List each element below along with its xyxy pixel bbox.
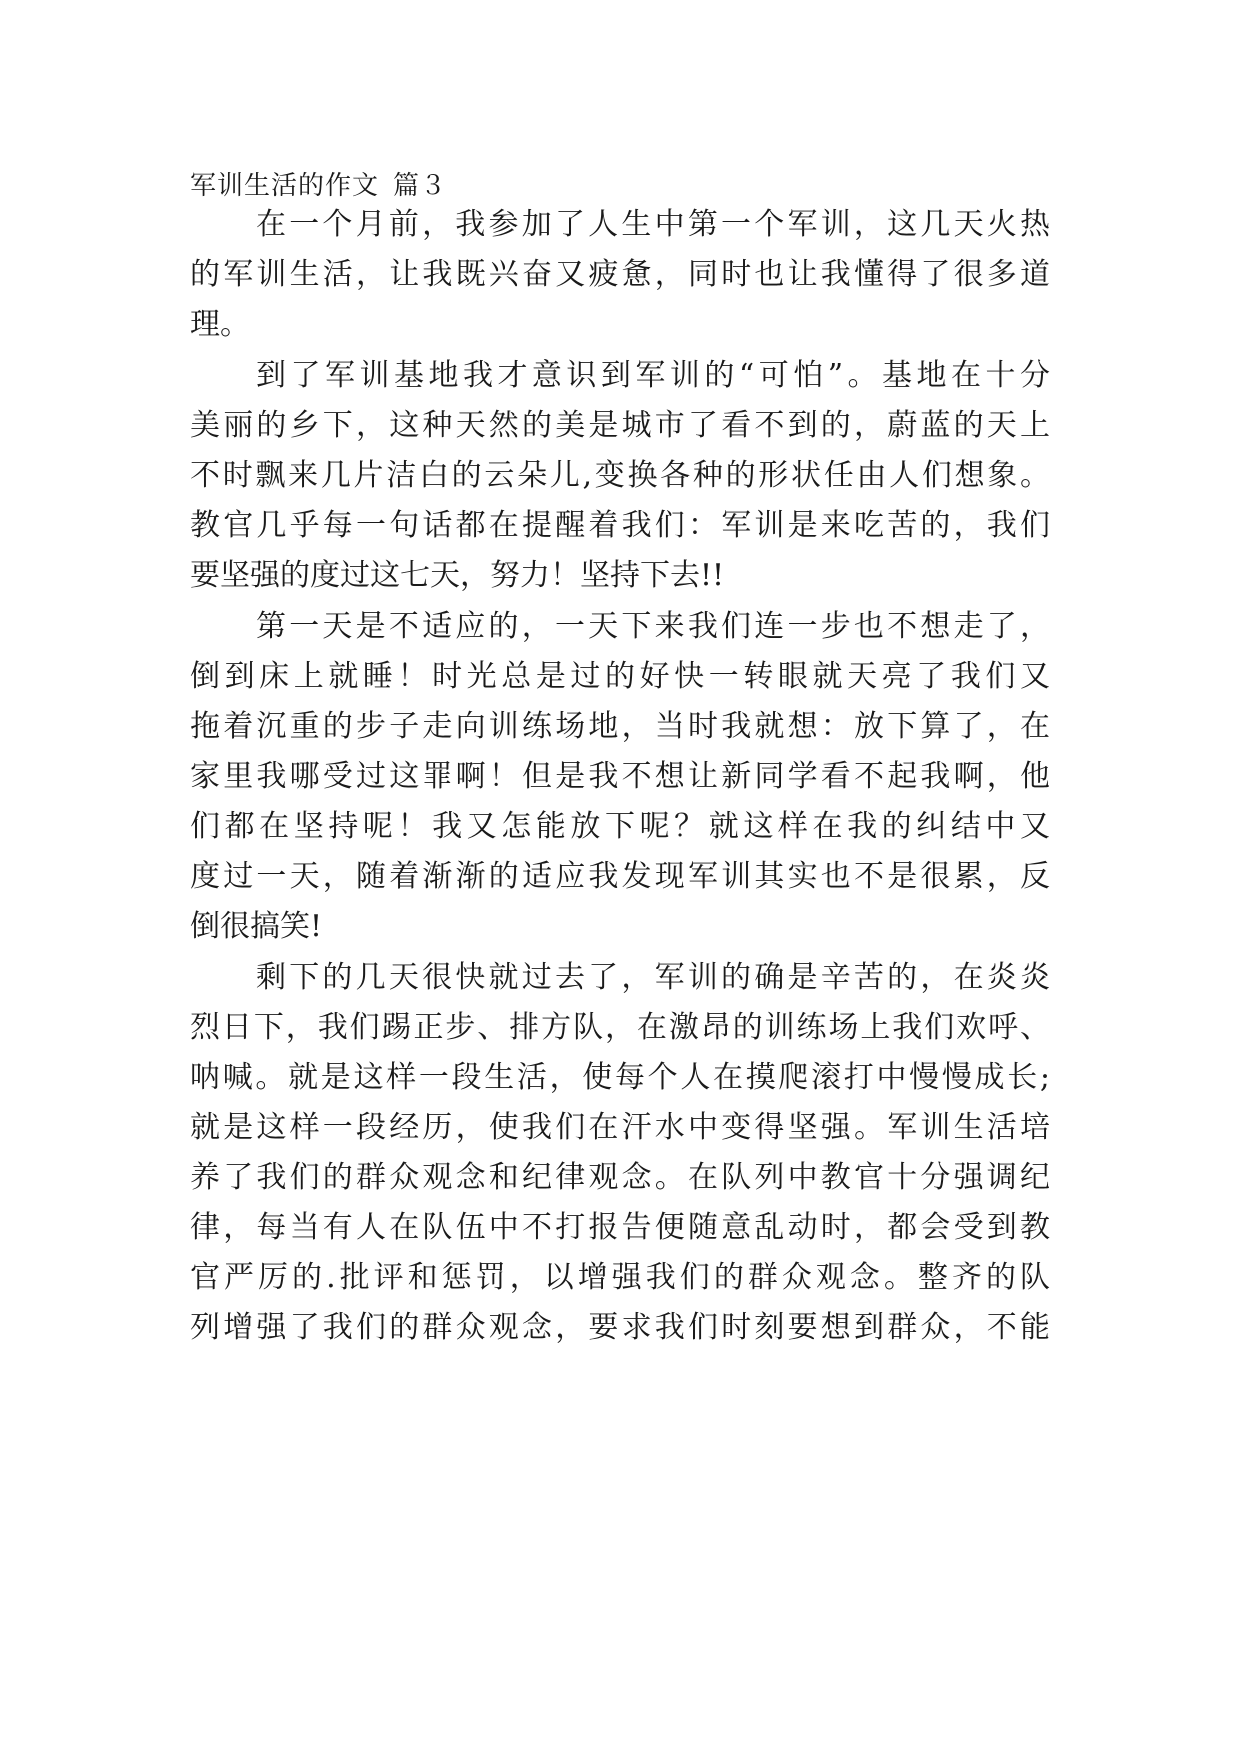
text-line: 教官几乎每一句话都在提醒着我们：军训是来吃苦的，我们 xyxy=(190,508,1050,543)
essay-title-part: 篇３ xyxy=(393,171,448,201)
text-line: 就是这样一段经历，使我们在汗水中变得坚强。军训生活培 xyxy=(190,1110,1050,1145)
text-line: 律，每当有人在队伍中不打报告便随意乱动时，都会受到教 xyxy=(190,1210,1050,1245)
text-line: 们都在坚持呢！我又怎能放下呢？就这样在我的纠结中又 xyxy=(190,809,1050,844)
text-line: 呐喊。就是这样一段生活，使每个人在摸爬滚打中慢慢成长; xyxy=(190,1060,1050,1095)
text-line: 拖着沉重的步子走向训练场地，当时我就想：放下算了，在 xyxy=(190,709,1050,744)
text-line: 倒到床上就睡！时光总是过的好快一转眼就天亮了我们又 xyxy=(190,659,1050,694)
text-line: 在一个月前，我参加了人生中第一个军训，这几天火热 xyxy=(256,207,1050,242)
text-line: 家里我哪受过这罪啊！但是我不想让新同学看不起我啊，他 xyxy=(190,759,1050,794)
text-line: 第一天是不适应的，一天下来我们连一步也不想走了， xyxy=(256,609,1050,644)
text-line: 列增强了我们的群众观念，要求我们时刻要想到群众，不能 xyxy=(190,1310,1050,1345)
text-line: 倒很搞笑! xyxy=(190,909,323,944)
text-line: 官严厉的.批评和惩罚，以增强我们的群众观念。整齐的队 xyxy=(190,1260,1050,1295)
text-line: 剩下的几天很快就过去了，军训的确是辛苦的，在炎炎 xyxy=(256,960,1050,995)
text-line: 烈日下，我们踢正步、排方队，在激昂的训练场上我们欢呼、 xyxy=(190,1010,1050,1045)
text-line: 养了我们的群众观念和纪律观念。在队列中教官十分强调纪 xyxy=(190,1160,1050,1195)
text-line: 的军训生活，让我既兴奋又疲惫，同时也让我懂得了很多道 xyxy=(190,257,1050,292)
text-line: 要坚强的度过这七天，努力！坚持下去!! xyxy=(190,558,725,593)
text-line: 理。 xyxy=(190,307,250,342)
text-line: 不时飘来几片洁白的云朵儿,变换各种的形状任由人们想象。 xyxy=(190,458,1050,493)
text-line: 美丽的乡下，这种天然的美是城市了看不到的，蔚蓝的天上 xyxy=(190,408,1050,443)
text-line: 到了军训基地我才意识到军训的“可怕”。基地在十分 xyxy=(256,358,1050,393)
text-line: 度过一天，随着渐渐的适应我发现军训其实也不是很累，反 xyxy=(190,859,1050,894)
essay-title-main: 军训生活的作文 xyxy=(190,171,380,201)
essay-title xyxy=(190,168,447,204)
